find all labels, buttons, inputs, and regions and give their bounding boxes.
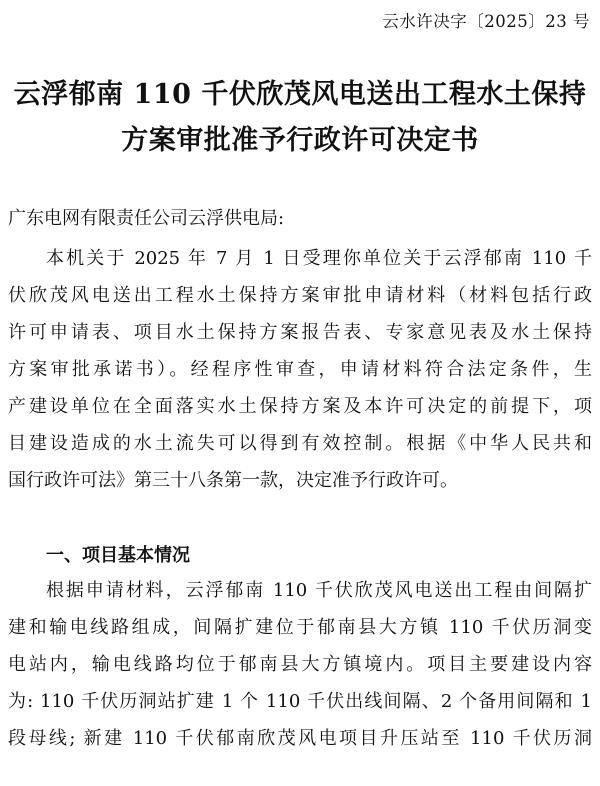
paragraph-2-line: 电站内，输电线路均位于郁南县大方镇境内。项目主要建设内容	[8, 654, 592, 675]
paragraph-1-line: 方案审批承诺书）。经程序性审查，申请材料符合法定条件，生	[8, 359, 592, 380]
paragraph-1-line: 伏欣茂风电送出工程水土保持方案审批申请材料（材料包括行政	[8, 285, 592, 306]
document-title-line-1: 云浮郁南 110 千伏欣茂风电送出工程水土保持	[13, 79, 587, 110]
paragraph-2-line: 段母线; 新建 110 千伏郁南欣茂风电项目升压站至 110 千伏历洞	[8, 728, 592, 749]
paragraph-1-line: 国行政许可法》第三十八条第一款，决定准予行政许可。	[8, 470, 458, 491]
section-heading: 一、项目基本情况	[46, 545, 190, 566]
addressee: 广东电网有限责任公司云浮供电局:	[8, 208, 285, 229]
paragraph-2-line: 为: 110 千伏历洞站扩建 1 个 110 千伏出线间隔、2 个备用间隔和 1	[8, 691, 592, 712]
paragraph-2-line: 根据申请材料，云浮郁南 110 千伏欣茂风电送出工程由间隔扩	[46, 580, 592, 601]
paragraph-1-line: 许可申请表、项目水土保持方案报告表、专家意见表及水土保持	[8, 322, 592, 343]
paragraph-2-line: 建和输电线路组成，间隔扩建位于郁南县大方镇 110 千伏历洞变	[8, 617, 592, 638]
paragraph-1-line: 目建设造成的水土流失可以得到有效控制。根据《中华人民共和	[8, 433, 592, 454]
paragraph-1-line: 本机关于 2025 年 7 月 1 日受理你单位关于云浮郁南 110 千	[46, 248, 592, 269]
document-title-line-2: 方案审批准予行政许可决定书	[121, 125, 479, 156]
paragraph-1-line: 产建设单位在全面落实水土保持方案及本许可决定的前提下，项	[8, 396, 592, 417]
document-number: 云水许决字〔2025〕23 号	[382, 12, 590, 31]
